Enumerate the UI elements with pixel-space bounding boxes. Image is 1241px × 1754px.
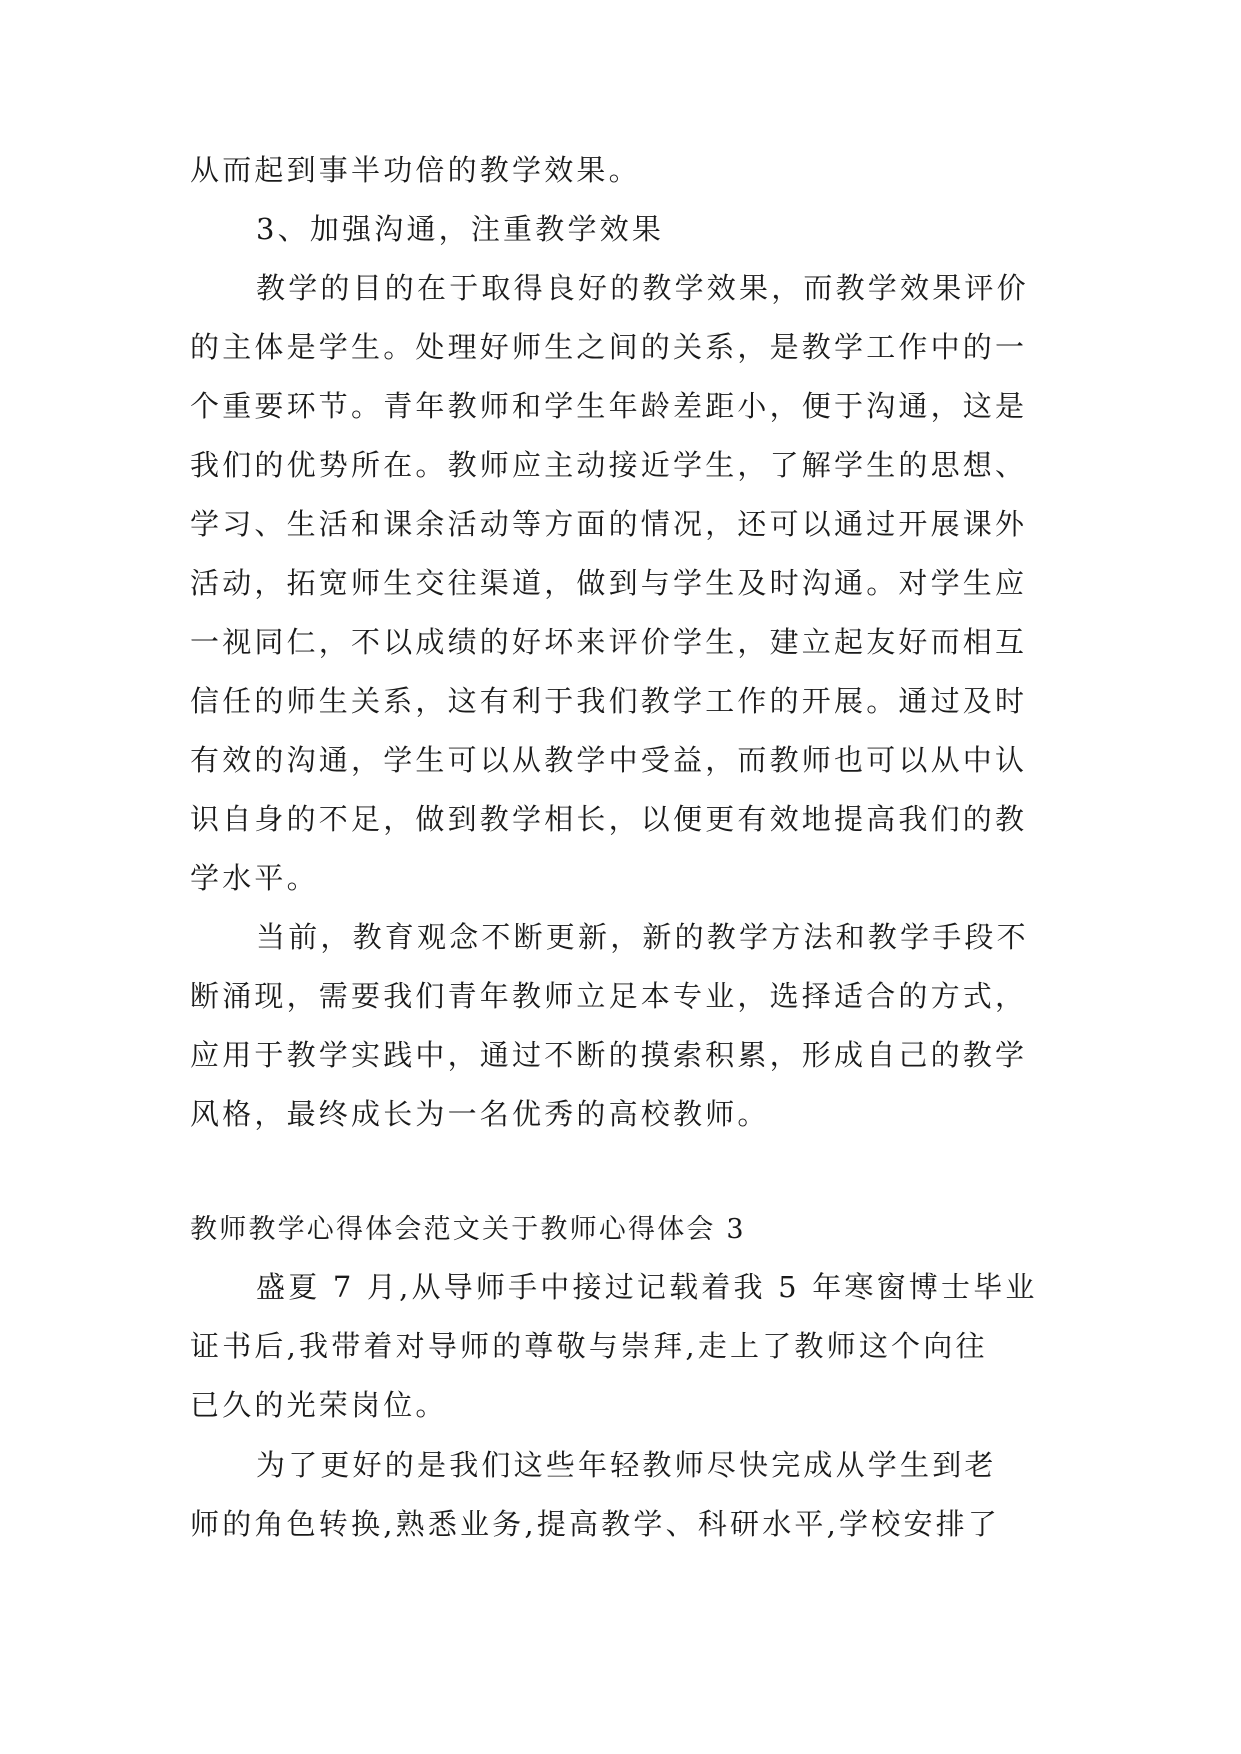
paragraph-line: 个重要环节。青年教师和学生年龄差距小，便于沟通，这是 (190, 389, 1028, 423)
paragraph-line: 当前，教育观念不断更新，新的教学方法和教学手段不 (256, 920, 1029, 954)
paragraph-line: 我们的优势所在。教师应主动接近学生，了解学生的思想、 (190, 448, 1028, 482)
paragraph-line: 识自身的不足，做到教学相长，以便更有效地提高我们的教 (190, 802, 1028, 836)
paragraph-line: 应用于教学实践中，通过不断的摸索积累，形成自己的教学 (190, 1038, 1028, 1072)
paragraph-line: 师的角色转换,熟悉业务,提高教学、科研水平,学校安排了 (190, 1507, 1001, 1541)
paragraph-line: 从而起到事半功倍的教学效果。 (190, 153, 641, 187)
paragraph-line: 教学的目的在于取得良好的教学效果，而教学效果评价 (256, 271, 1029, 305)
paragraph-line: 学水平。 (190, 861, 319, 895)
paragraph-line: 有效的沟通，学生可以从教学中受益，而教师也可以从中认 (190, 743, 1028, 777)
paragraph-line: 信任的师生关系，这有利于我们教学工作的开展。通过及时 (190, 684, 1028, 718)
paragraph-line: 已久的光荣岗位。 (190, 1388, 448, 1422)
paragraph-line: 断涌现，需要我们青年教师立足本专业，选择适合的方式， (190, 979, 1028, 1013)
paragraph-line: 为了更好的是我们这些年轻教师尽快完成从学生到老 (256, 1448, 997, 1482)
paragraph-line: 活动，拓宽师生交往渠道，做到与学生及时沟通。对学生应 (190, 566, 1028, 600)
article-title: 教师教学心得体会范文关于教师心得体会 3 (190, 1214, 746, 1245)
paragraph-line: 证书后,我带着对导师的尊敬与崇拜,走上了教师这个向往 (190, 1329, 988, 1363)
paragraph-line: 的主体是学生。处理好师生之间的关系，是教学工作中的一 (190, 330, 1028, 364)
paragraph-line: 风格，最终成长为一名优秀的高校教师。 (190, 1097, 770, 1131)
section-heading: 3、加强沟通，注重教学效果 (256, 212, 665, 246)
paragraph-line: 盛夏 7 月,从导师手中接过记载着我 5 年寒窗博士毕业 (256, 1270, 1038, 1304)
paragraph-line: 一视同仁，不以成绩的好坏来评价学生，建立起友好而相互 (190, 625, 1028, 659)
paragraph-line: 学习、生活和课余活动等方面的情况，还可以通过开展课外 (190, 507, 1028, 541)
